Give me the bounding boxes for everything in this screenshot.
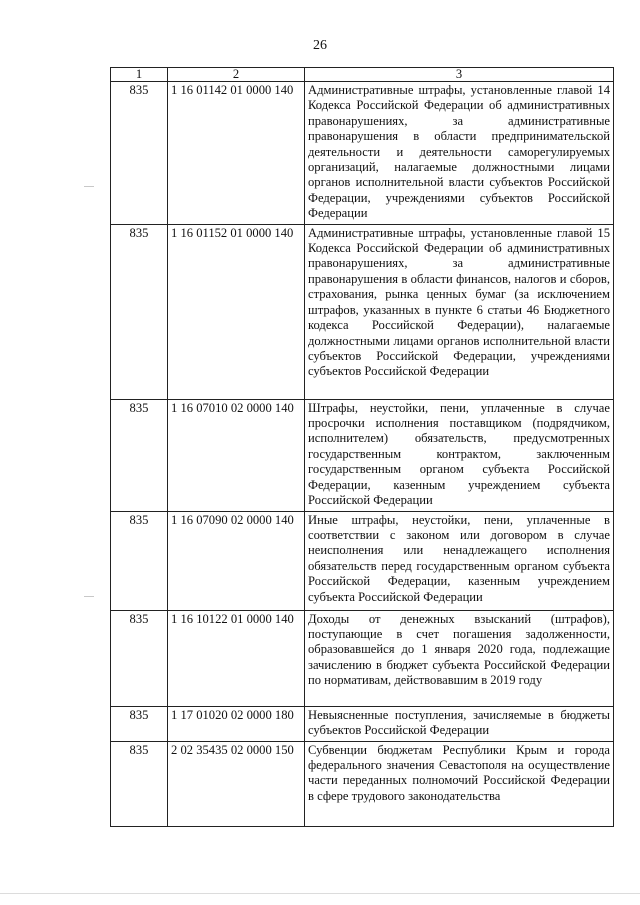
table-row — [111, 706, 614, 741]
table-row — [111, 610, 614, 706]
table-row — [111, 511, 614, 610]
admin-code-cell: 835 — [111, 399, 168, 511]
kbk-code-cell: 1 17 01020 02 0000 180 — [168, 706, 305, 741]
kbk-code-cell: 1 16 10122 01 0000 140 — [168, 610, 305, 706]
description-cell: Иные штрафы, неустойки, пени, уплаченные в соответствии с законом или договором в случае неисполнения или ненадлежащего исполнения обязательств перед государственным органом субъекта Российской Федерации, казенным учреждением субъекта Российской Федерации — [305, 511, 614, 610]
kbk-code-cell: 2 02 35435 02 0000 150 — [168, 741, 305, 826]
table-row — [111, 741, 614, 826]
kbk-code-cell: 1 16 01152 01 0000 140 — [168, 224, 305, 399]
kbk-code-cell: 1 16 01142 01 0000 140 — [168, 82, 305, 225]
admin-code-cell: 835 — [111, 511, 168, 610]
admin-code-cell: 835 — [111, 610, 168, 706]
header-col-1: 1 — [111, 68, 168, 82]
kbk-code-cell: 1 16 07090 02 0000 140 — [168, 511, 305, 610]
description-cell: Штрафы, неустойки, пени, уплаченные в случае просрочки исполнения поставщиком (подрядчиком, исполнителем) обязательств, предусмотренных государственным контрактом, заключенным государственным органом субъекта Российской Федерации, казенным учреждением субъекта Российской Федерации — [305, 399, 614, 511]
kbk-code-cell: 1 16 07010 02 0000 140 — [168, 399, 305, 511]
page-number: 26 — [313, 38, 327, 53]
header-col-2: 2 — [168, 68, 305, 82]
admin-code-cell: 835 — [111, 741, 168, 826]
description-cell: Субвенции бюджетам Республики Крым и города федерального значения Севастополя на осуществление части переданных полномочий Российской Федерации в сфере трудового законодательства — [305, 741, 614, 826]
revenue-classification-table — [110, 67, 614, 827]
description-cell: Доходы от денежных взысканий (штрафов), поступающие в счет погашения задолженности, образовавшейся до 1 января 2020 года, подлежащие зачислению в бюджет субъекта Российской Федерации по нормативам, действовавшим в 2019 году — [305, 610, 614, 706]
table-header — [111, 68, 614, 82]
admin-code-cell: 835 — [111, 706, 168, 741]
admin-code-cell: 835 — [111, 224, 168, 399]
description-cell: Административные штрафы, установленные главой 14 Кодекса Российской Федерации об административных правонарушениях, за административные правонарушения в области предпринимательской деятельности и деятельности саморегулируемых организаций, налагаемые должностными лицами органов исполнительной власти субъектов Российской Федерации, учреждениями субъектов Российской Федерации — [305, 82, 614, 225]
scan-edge-mark — [84, 596, 94, 597]
table-body — [111, 82, 614, 827]
header-col-3: 3 — [305, 68, 614, 82]
header-row — [111, 68, 614, 82]
table-row — [111, 224, 614, 399]
table-row — [111, 399, 614, 511]
table-row — [111, 82, 614, 225]
description-cell: Невыясненные поступления, зачисляемые в бюджеты субъектов Российской Федерации — [305, 706, 614, 741]
scan-bottom-line — [0, 893, 640, 894]
scan-edge-mark — [84, 186, 94, 187]
admin-code-cell: 835 — [111, 82, 168, 225]
description-cell: Административные штрафы, установленные главой 15 Кодекса Российской Федерации об административных правонарушениях, за административные правонарушения в области финансов, налогов и сборов, страхования, рынка ценных бумаг (за исключением штрафов, указанных в пункте 6 статьи 46 Бюджетного кодекса Российской Федерации), налагаемые должностными лицами органов исполнительной власти субъектов Российской Федерации, учреждениями субъектов Российской Федерации — [305, 224, 614, 399]
